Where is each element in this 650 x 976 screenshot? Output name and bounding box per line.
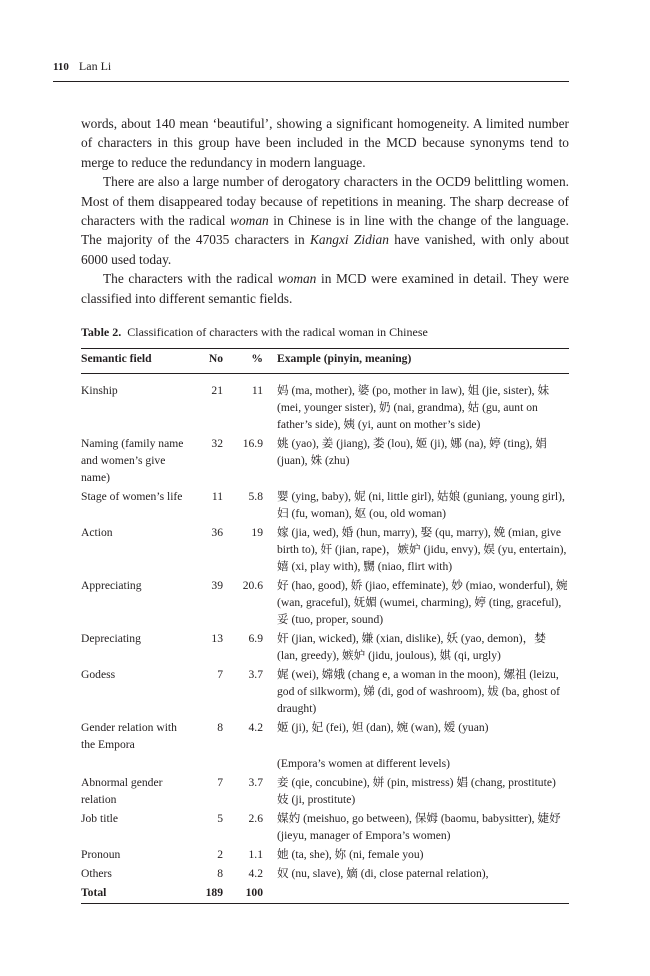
- cell-no: [195, 755, 223, 774]
- cell-example: 奴 (nu, slave), 嫡 (di, close paternal relation),: [277, 867, 489, 880]
- cell-field: Naming (family name and women’s give name): [81, 437, 184, 484]
- table-row: [81, 846, 569, 865]
- table-caption: [81, 324, 569, 340]
- cell-field: Job title: [81, 812, 119, 825]
- classification-table: [81, 348, 569, 904]
- paragraph-3-emphasis-woman: woman: [277, 271, 317, 287]
- total-no: 189: [195, 884, 223, 904]
- total-percent: 100: [223, 884, 263, 904]
- cell-no: 13: [211, 632, 223, 645]
- table-row: [81, 810, 569, 846]
- cell-field: Others: [81, 867, 112, 880]
- paragraph-3-text-a: The characters with the radical: [103, 271, 278, 287]
- cell-example: 妈 (ma, mother), 婆 (po, mother in law), 姐 (jie, sister), 妹 (mei, younger sister), 奶 (nai, grandma), 姑 (gu, aunt on father’s side), 姨 (yi, aunt on mother’s side): [277, 384, 550, 431]
- table-row: [81, 865, 569, 884]
- cell-percent: 1.1: [248, 848, 263, 861]
- cell-percent: 3.7: [248, 668, 263, 681]
- cell-no: 32: [211, 437, 223, 450]
- cell-no: 8: [217, 721, 223, 734]
- cell-example: 娓 (wei), 嫦娥 (chang e, a woman in the moon), 嫘祖 (leizu, god of silkworm), 娣 (di, god of washroom), 妭 (ba, ghost of draught): [277, 668, 561, 715]
- cell-field: Appreciating: [81, 579, 142, 592]
- cell-no: 8: [217, 867, 223, 880]
- header-semantic-field: Semantic field: [81, 349, 195, 374]
- cell-no: 36: [211, 526, 223, 539]
- paragraph-2-text-c: have vanished, with only about 6000 used today.: [81, 232, 570, 267]
- cell-percent: 2.6: [248, 812, 263, 825]
- paragraph-2-text-a: There are also a large number of derogatory characters in the OCD9 belittling women. Most of them disappeared today because of repetitions in meaning. The sharp decrease of characters with the radical: [81, 174, 569, 229]
- cell-no: 7: [217, 776, 223, 789]
- table-total-row: [81, 884, 569, 904]
- cell-no: 39: [211, 579, 223, 592]
- table-row: [81, 577, 569, 630]
- cell-percent: 19: [251, 526, 263, 539]
- paragraph-2: [81, 172, 569, 269]
- table-row: [81, 374, 569, 436]
- table-caption-text: Classification of characters with the radical woman in Chinese: [127, 325, 428, 339]
- cell-no: 11: [211, 490, 223, 503]
- cell-example: 好 (hao, good), 娇 (jiao, effeminate), 妙 (miao, wonderful), 婉 (wan, graceful), 妩媚 (wumei, charming), 婷 (ting, graceful), 妥 (tuo, proper, sound): [277, 579, 568, 626]
- cell-percent: 6.9: [248, 632, 263, 645]
- table-header-row: [81, 349, 569, 374]
- table-row: [81, 719, 569, 755]
- cell-no: 7: [217, 668, 223, 681]
- cell-percent: 4.2: [248, 867, 263, 880]
- table-row: [81, 488, 569, 524]
- cell-field: Godess: [81, 668, 116, 681]
- cell-field: [81, 755, 195, 774]
- cell-percent: [223, 755, 263, 774]
- page-number: 110: [53, 61, 69, 73]
- header-no: No: [195, 349, 223, 374]
- cell-example: 她 (ta, she), 妳 (ni, female you): [277, 848, 424, 861]
- cell-percent: 20.6: [242, 579, 263, 592]
- body-text: [81, 114, 569, 308]
- running-head: [53, 58, 569, 75]
- paragraph-3-text-b: in MCD were examined in detail. They were classified into different semantic fields.: [81, 271, 569, 306]
- running-head-author: Lan Li: [78, 59, 112, 73]
- header-percent: %: [223, 349, 263, 374]
- cell-percent: 16.9: [242, 437, 263, 450]
- cell-percent: 4.2: [248, 721, 263, 734]
- table-row: [81, 666, 569, 719]
- paragraph-2-text-b: in Chinese is in line with the change of the language. The majority of the 47035 characters in: [81, 213, 569, 248]
- paragraph-2-emphasis-woman: woman: [230, 213, 269, 229]
- cell-example: 妾 (qie, concubine), 姘 (pin, mistress) 娼 (chang, prostitute) 妓 (ji, prostitute): [277, 776, 556, 806]
- table-row: [81, 774, 569, 810]
- table-row: [81, 630, 569, 666]
- table-caption-label: Table 2.: [81, 325, 122, 339]
- cell-no: 2: [217, 848, 223, 861]
- cell-field: Kinship: [81, 384, 118, 397]
- total-label: Total: [81, 884, 195, 904]
- cell-example: 姚 (yao), 姜 (jiang), 娄 (lou), 姬 (ji), 娜 (na), 婷 (ting), 娟 (juan), 姝 (zhu): [277, 437, 547, 467]
- cell-field: Depreciating: [81, 632, 141, 645]
- cell-field: Stage of women’s life: [81, 490, 183, 503]
- cell-field: Pronoun: [81, 848, 121, 861]
- cell-percent: 5.8: [248, 490, 263, 503]
- cell-example: 奸 (jian, wicked), 嫌 (xian, dislike), 妖 (yao, demon)，婪 (lan, greedy), 嫉妒 (jidu, joulous), 娸 (qi, urgly): [277, 632, 546, 662]
- paragraph-2-emphasis-kangxi: Kangxi Zidian: [309, 232, 389, 248]
- cell-example: 姬 (ji), 妃 (fei), 妲 (dan), 婉 (wan), 嫒 (yuan): [277, 721, 489, 734]
- paragraph-3: [81, 269, 569, 308]
- cell-example: 婴 (ying, baby), 妮 (ni, little girl), 姑娘 (guniang, young girl), 妇 (fu, woman), 妪 (ou, old woman): [277, 490, 565, 520]
- cell-percent: 3.7: [248, 776, 263, 789]
- table-row: [81, 524, 569, 577]
- total-example: [263, 884, 569, 904]
- table-row: [81, 435, 569, 488]
- cell-no: 5: [217, 812, 223, 825]
- cell-field: Gender relation with the Empora: [81, 721, 177, 751]
- header-example: Example (pinyin, meaning): [263, 349, 569, 374]
- paragraph-1: words, about 140 mean ‘beautiful’, showing a significant homogeneity. A limited number of characters in this group have been included in the MCD because synonyms tend to merge to reduce the redundancy in modern language.: [81, 116, 569, 170]
- cell-no: 21: [211, 384, 223, 397]
- cell-example: 媒妁 (meishuo, go between), 保姆 (baomu, babysitter), 婕妤 (jieyu, manager of Empora’s women): [277, 812, 561, 842]
- cell-percent: 11: [251, 384, 263, 397]
- cell-field: Abnormal gender relation: [81, 776, 163, 806]
- cell-example: (Empora’s women at different levels): [277, 757, 450, 770]
- cell-field: Action: [81, 526, 113, 539]
- header-rule: [53, 81, 569, 82]
- cell-example: 嫁 (jia, wed), 婚 (hun, marry), 娶 (qu, marry), 娩 (mian, give birth to), 奸 (jian, rape)，嫉妒 (jidu, envy), 娱 (yu, entertain), 嬉 (xi, play with), 嬲 (niao, flirt with): [277, 526, 567, 573]
- table-row: [81, 755, 569, 774]
